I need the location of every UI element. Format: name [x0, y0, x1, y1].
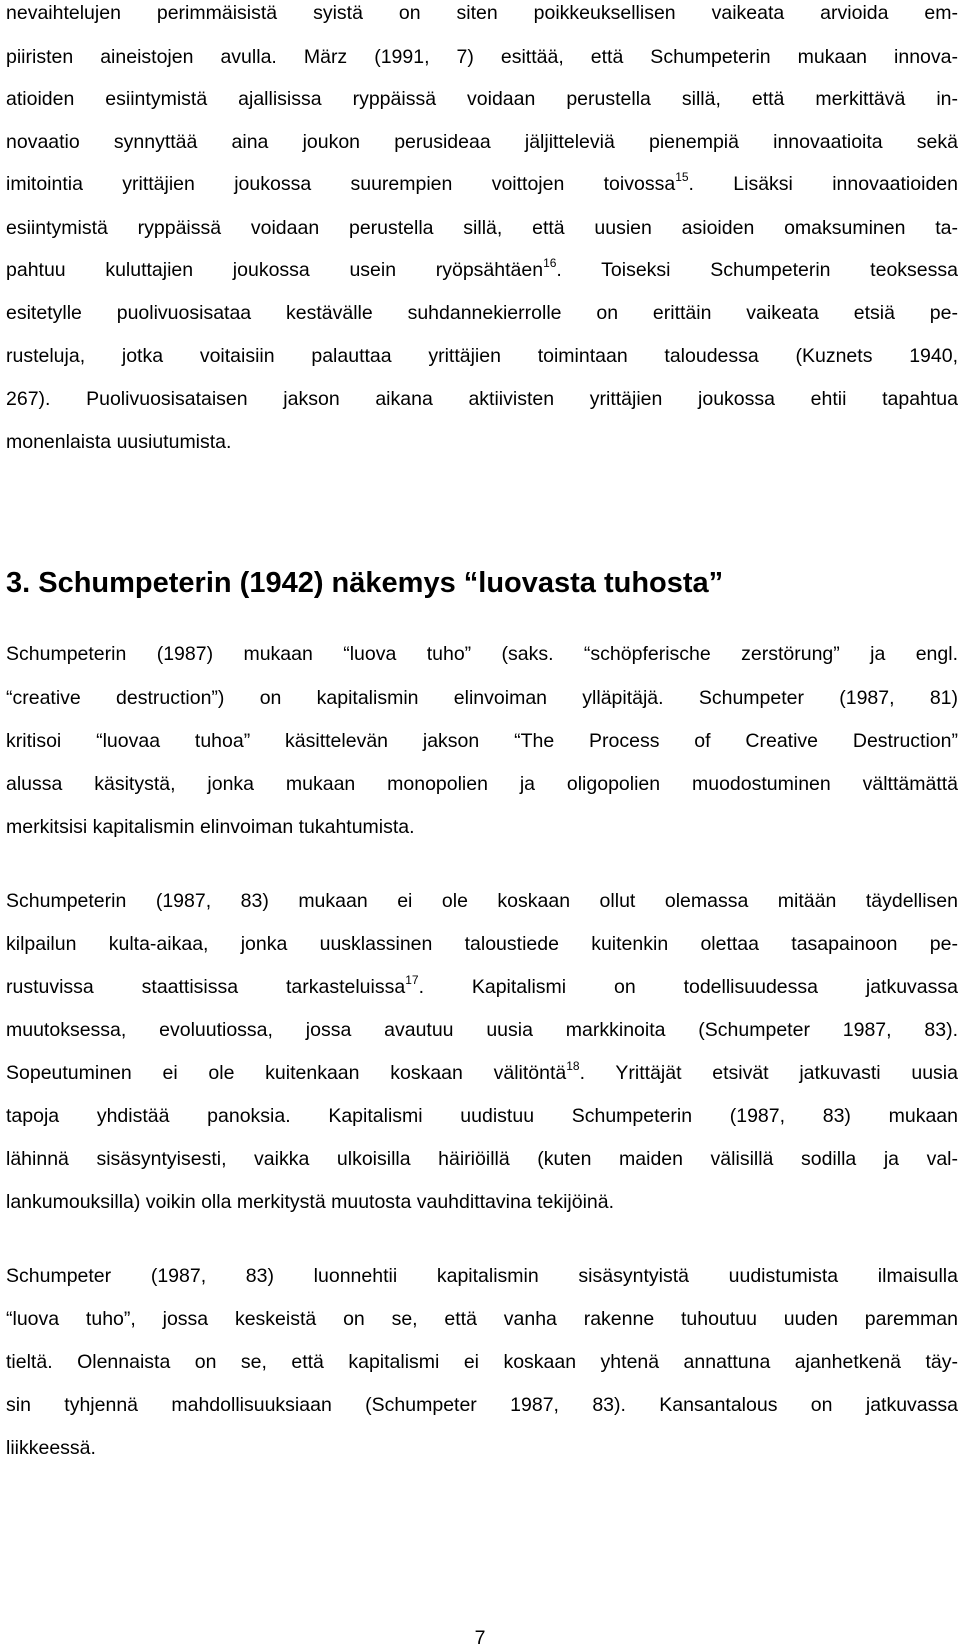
text-line: lähinnä sisäsyntyisesti, vaikka ulkoisilla häiriöillä (kuten maiden välisillä sodilla ja val- — [6, 1148, 958, 1170]
text-line: piiristen aineistojen avulla. März (1991, 7) esittää, että Schumpeterin mukaan innova- — [6, 46, 958, 68]
footnote-marker: 16 — [543, 258, 557, 270]
text-line: Schumpeterin (1987, 83) mukaan ei ole koskaan ollut olemassa mitään täydellisen — [6, 890, 958, 912]
text-line: liikkeessä. — [6, 1437, 96, 1459]
text-line: atioiden esiintymistä ajallisissa ryppäissä voidaan perustella sillä, että merkittävä in- — [6, 88, 958, 110]
text-line: Sopeutuminen ei ole kuitenkaan koskaan välitöntä$^{18}$. Yrittäjät etsivät jatkuvasti uusia — [6, 1061, 958, 1084]
text-line: kilpailun kulta-aikaa, jonka uusklassinen taloustiede kuitenkin olettaa tasapainoon pe- — [6, 933, 958, 955]
footnote-marker: 15 — [675, 172, 689, 184]
text-line: tieltä. Olennaista on se, että kapitalismi ei koskaan yhtenä annattuna ajanhetkenä täy- — [6, 1351, 958, 1373]
text-line: rusteluja, jotka voitaisiin palauttaa yrittäjien toimintaan taloudessa (Kuznets 1940, — [6, 345, 958, 367]
text-line: nevaihtelujen perimmäisistä syistä on siten poikkeuksellisen vaikeata arvioida em- — [6, 2, 958, 24]
text-line: merkitsisi kapitalismin elinvoiman tukahtumista. — [6, 816, 415, 838]
text-line: novaatio synnyttää aina joukon perusideaa jäljitteleviä pienempiä innovaatioita sekä — [6, 131, 958, 153]
text-line: Schumpeter (1987, 83) luonnehtii kapitalismin sisäsyntyistä uudistumista ilmaisulla — [6, 1265, 958, 1287]
text-line: pahtuu kuluttajien joukossa usein ryöpsähtäen$^{16}$. Toiseksi Schumpeterin teoksessa — [6, 258, 958, 281]
footnote-marker: 18 — [566, 1061, 580, 1073]
text-line: monenlaista uusiutumista. — [6, 431, 232, 453]
text-line: kritisoi “luovaa tuhoa” käsittelevän jakson “The Process of Creative Destruction” — [6, 730, 958, 752]
section-heading: 3. Schumpeterin (1942) näkemys “luovasta tuhosta” — [6, 567, 724, 599]
text-line: esitetylle puolivuosisataa kestävälle suhdannekierrolle on erittäin vaikeata etsiä pe- — [6, 302, 958, 324]
text-line: sin tyhjennä mahdollisuuksiaan (Schumpeter 1987, 83). Kansantalous on jatkuvassa — [6, 1394, 958, 1416]
text-line: alussa käsitystä, jonka mukaan monopolien ja oligopolien muodostuminen välttämättä — [6, 773, 958, 795]
text-line: muutoksessa, evoluutiossa, jossa avautuu uusia markkinoita (Schumpeter 1987, 83). — [6, 1019, 958, 1041]
page-number: 7 — [474, 1627, 486, 1649]
text-line: “creative destruction”) on kapitalismin elinvoiman ylläpitäjä. Schumpeter (1987, 81) — [6, 687, 958, 709]
text-line: tapoja yhdistää panoksia. Kapitalismi uudistuu Schumpeterin (1987, 83) mukaan — [6, 1105, 958, 1127]
text-line: 267). Puolivuosisataisen jakson aikana aktiivisten yrittäjien joukossa ehtii tapahtua — [6, 388, 958, 410]
footnote-marker: 17 — [405, 975, 419, 987]
text-line: esiintymistä ryppäissä voidaan perustella sillä, että uusien asioiden omaksuminen ta- — [6, 217, 958, 239]
text-line: rustuvissa staattisissa tarkasteluissa$^{17}$. Kapitalismi on todellisuudessa jatkuvassa — [6, 975, 958, 998]
text-line: lankumouksilla) voikin olla merkitystä muutosta vauhdittavina tekijöinä. — [6, 1191, 615, 1213]
text-line: imitointia yrittäjien joukossa suurempien voittojen toivossa$^{15}$. Lisäksi innovaatioiden — [6, 172, 958, 195]
text-line: “luova tuho”, jossa keskeistä on se, että vanha rakenne tuhoutuu uuden paremman — [6, 1308, 958, 1330]
text-line: Schumpeterin (1987) mukaan “luova tuho” (saks. “schöpferische zerstörung” ja engl. — [6, 643, 958, 665]
